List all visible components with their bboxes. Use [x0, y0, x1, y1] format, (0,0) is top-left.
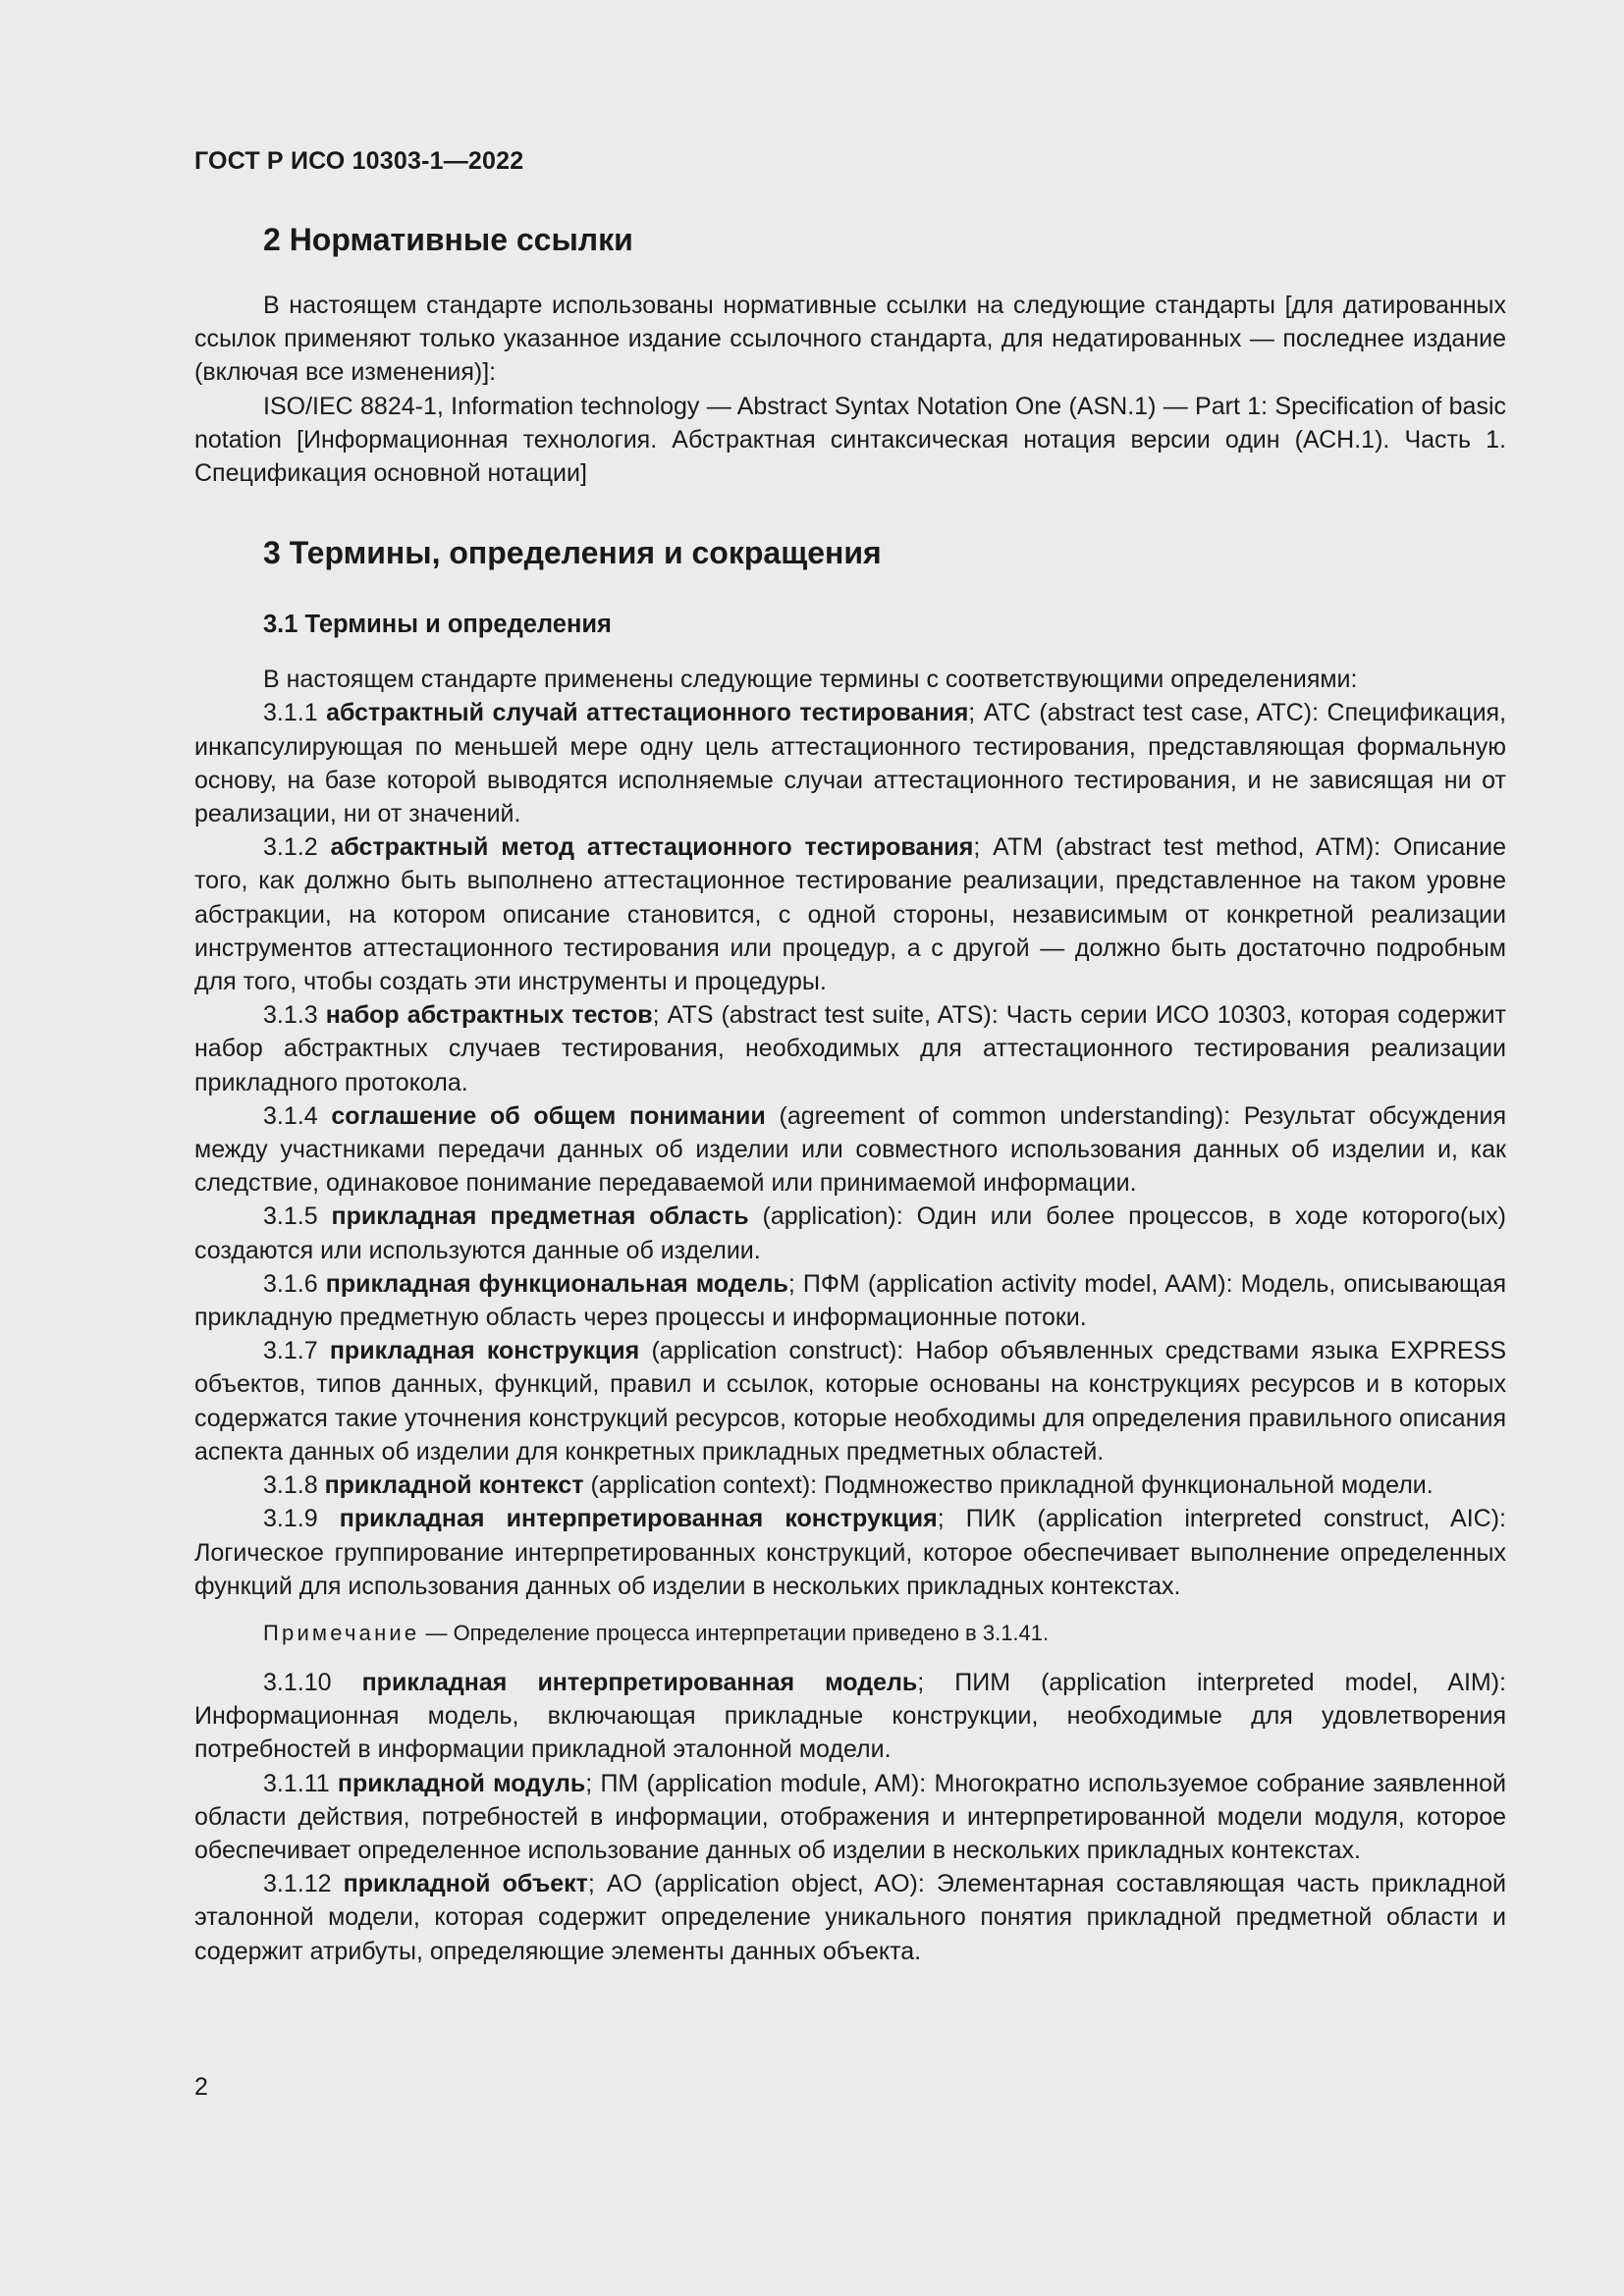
term-entry: [194, 1200, 1506, 1266]
term-definition: (application): Один или более процессов, в ходе которого(ых) создаются или используются данные об изделии.: [194, 1202, 1506, 1264]
term-number: 3.1.9: [263, 1505, 318, 1533]
term-definition: ; ПМ (application module, AM): Многократно используемое собрание заявленной области действия, потребностей в информации, отображения и интерпретированной модели модуля, которое обеспечивает определенное использование данных об изделии в нескольких прикладных контекстах.: [194, 1769, 1506, 1864]
term-entry: [194, 696, 1506, 830]
term-number: 3.1.2: [263, 833, 318, 862]
term-name: прикладной объект: [343, 1870, 588, 1898]
term-definition: ; ПФМ (application activity model, AAM): Модель, описывающая прикладную предметную область через процессы и информационные потоки.: [194, 1269, 1506, 1332]
term-entry: [194, 1867, 1506, 1968]
term-definition: (application context): Подмножество прикладной функциональной модели.: [583, 1471, 1434, 1500]
term-name: набор абстрактных тестов: [325, 1001, 653, 1030]
section-3-title: 3 Термины, определения и сокращения: [263, 535, 882, 571]
term-name: прикладная интерпретированная модель: [361, 1668, 918, 1696]
note-label: Примечание: [263, 1620, 420, 1645]
term-entry: [194, 1767, 1506, 1868]
subsection-3-1-title: 3.1 Термины и определения: [263, 611, 612, 639]
term-entry: [194, 1099, 1506, 1201]
term-number: 3.1.8: [263, 1471, 318, 1500]
term-name: прикладной модуль: [337, 1769, 586, 1797]
term-number: 3.1.7: [263, 1337, 318, 1365]
note-text: — Определение процесса интерпретации приведено в 3.1.41.: [419, 1620, 1050, 1645]
section-2-paragraph-2: ISO/IEC 8824-1, Information technology — Abstract Syntax Notation One (ASN.1) — Part 1: Specification of basic notation [Информационная технология. Абстрактная синтаксическая нотация версии один (АСН.1). Часть 1. Спецификация основной нотации]: [194, 392, 1506, 488]
page-content: [194, 216, 1506, 1968]
term-definition: ; ATM (abstract test method, ATM): Описание того, как должно быть выполнено аттестационное тестирование реализации, представленное на таком уровне абстракции, на котором описание становится, с одной стороны, независимым от конкретной реализации инструментов аттестационного тестирования или процедур, а с другой — должно быть достаточно подробным для того, чтобы создать эти инструменты и процедуры.: [194, 833, 1506, 996]
term-number: 3.1.5: [263, 1202, 318, 1231]
term-entry: [194, 1502, 1506, 1603]
term-number: 3.1.1: [263, 699, 318, 727]
section-2-title: 2 Нормативные ссылки: [263, 222, 633, 257]
term-name: абстрактный метод аттестационного тестирования: [330, 833, 974, 862]
term-number: 3.1.11: [263, 1769, 330, 1797]
term-name: прикладная функциональная модель: [325, 1269, 788, 1298]
term-name: абстрактный случай аттестационного тестирования: [326, 699, 969, 727]
term-definition: (agreement of common understanding): Результат обсуждения между участниками передачи данных об изделии или совместного использования данных об изделии и, как следствие, одинаковое понимание передаваемой или принимаемой информации.: [194, 1101, 1506, 1198]
term-number: 3.1.6: [263, 1269, 318, 1298]
term-definition: ; AO (application object, AO): Элементарная составляющая часть прикладной эталонной модели, которая содержит определение уникального понятия прикладной предметной области и содержит атрибуты, определяющие элементы данных объекта.: [194, 1870, 1506, 1965]
term-entry: [194, 1468, 1506, 1502]
term-name: прикладная интерпретированная конструкция: [339, 1505, 938, 1533]
term-entry: [194, 830, 1506, 998]
term-entry: [194, 1666, 1506, 1767]
page-number: 2: [194, 2073, 208, 2101]
term-number: 3.1.10: [263, 1668, 332, 1696]
document-header: ГОСТ Р ИСО 10303-1—2022: [194, 147, 524, 175]
term-name: прикладной контекст: [324, 1471, 584, 1500]
term-entry: [194, 1334, 1506, 1468]
term-definition: ; ATS (abstract test suite, ATS): Часть серии ИСО 10303, которая содержит набор абстрактных случаев тестирования, необходимых для аттестационного тестирования реализации прикладного протокола.: [194, 1001, 1507, 1096]
term-name: соглашение об общем понимании: [331, 1101, 766, 1130]
section-2-paragraph-1: В настоящем стандарте использованы нормативные ссылки на следующие стандарты [для датированных ссылок применяют только указанное издание ссылочного стандарта, для недатированных — последнее издание (включая все изменения)]:: [194, 292, 1506, 387]
term-definition: ; ПИК (application interpreted construct, AIC): Логическое группирование интерпретированных конструкций, которое обеспечивает выполнение определенных функций для использования данных об изделии в нескольких прикладных контекстах.: [194, 1505, 1506, 1600]
term-entry: [194, 1267, 1506, 1334]
note: [194, 1619, 1506, 1648]
term-number: 3.1.12: [263, 1870, 332, 1898]
term-name: прикладная предметная область: [331, 1202, 749, 1231]
term-name: прикладная конструкция: [329, 1337, 640, 1365]
term-entry: [194, 998, 1506, 1099]
term-number: 3.1.3: [263, 1001, 318, 1030]
subsection-3-1-intro: В настоящем стандарте применены следующие термины с соответствующими определениями:: [263, 666, 1358, 694]
term-number: 3.1.4: [263, 1101, 318, 1130]
term-definition: (application construct): Набор объявленных средствами языка EXPRESS объектов, типов данных, функций, правил и ссылок, которые основаны на конструкциях ресурсов и в которых содержатся такие уточнения конструкций ресурсов, которые необходимы для определения правильного описания аспекта данных об изделии для конкретных прикладных предметных областей.: [194, 1337, 1506, 1466]
term-definition: ; ПИМ (application interpreted model, AIM): Информационная модель, включающая прикладные конструкции, необходимые для удовлетворения потребностей в информации прикладной эталонной модели.: [194, 1668, 1506, 1764]
term-definition: ; ATC (abstract test case, ATC): Спецификация, инкапсулирующая по меньшей мере одну цель аттестационного тестирования, представляющая формальную основу, на базе которой выводятся исполняемые случаи аттестационного тестирования, и не зависящая ни от реализации, ни от значений.: [194, 699, 1507, 828]
